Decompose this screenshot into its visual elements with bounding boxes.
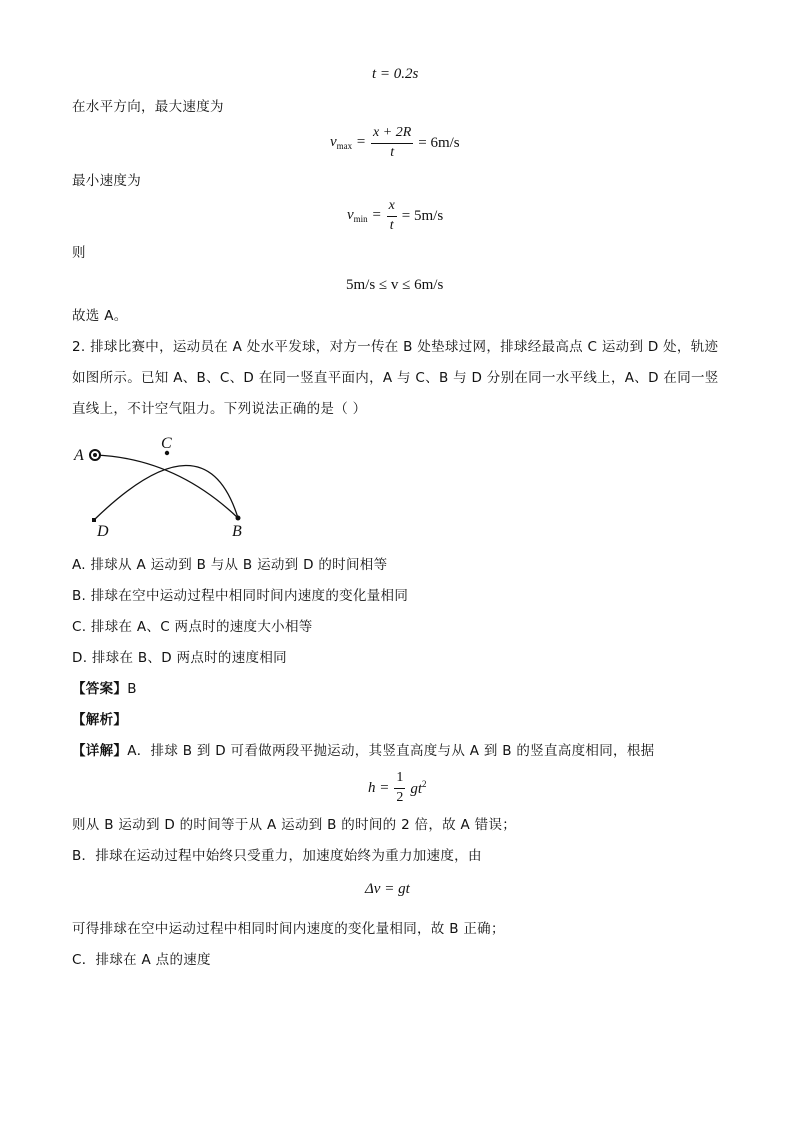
point-d [92,518,96,522]
answer-tag: 【答案】 [72,681,128,697]
option-c: C. 排球在 A、C 两点时的速度大小相等 [72,619,313,635]
label-c: C [161,435,172,452]
option-a: A. 排球从 A 运动到 B 与从 B 运动到 D 的时间相等 [72,557,388,573]
equation-vmin: $v_{min}$ = $\frac{x}{t}$ = 5m/s [347,198,444,233]
equation-range: 5m/s ≤ v ≤ 6m/s [346,277,444,293]
label-b: B [232,523,242,540]
equation-time: t = 0.2s [372,66,419,82]
label-a: A [74,447,84,464]
text-horizontal-max: 在水平方向，最大速度为 [72,99,224,115]
point-b [236,516,241,521]
detail-line-3: B．排球在运动过程中始终只受重力，加速度始终为重力加速度，由 [72,848,482,864]
trajectory-a-to-b [95,455,238,518]
question-line-1: 2. 排球比赛中，运动员在 A 处水平发球，对方一传在 B 处垫球过网，排球经最高点 C 运动到 D 处，轨迹 [72,339,719,355]
equation-vmax: $v_{max}$ = $\frac{x + 2R}{t}$ = 6m/s [330,125,460,160]
answer-value: B [127,681,137,697]
trajectory-b-to-d [94,465,238,520]
equation-dv: Δv = gt [365,881,410,897]
detail-line-5: C．排球在 A 点的速度 [72,952,211,968]
option-b: B. 排球在空中运动过程中相同时间内速度的变化量相同 [72,588,409,604]
detail-tag: 【详解】 [72,743,128,759]
trajectory-figure [70,432,270,542]
question-line-3: 直线上，不计空气阻力。下列说法正确的是（ ） [72,401,367,417]
answer-line [72,683,137,697]
label-d: D [97,523,109,540]
option-d: D. 排球在 B、D 两点时的速度相同 [72,650,287,666]
detail-line-4: 可得排球在空中运动过程中相同时间内速度的变化量相同，故 B 正确； [72,921,505,937]
equation-h: h = $\frac{1}{2}$ $gt^2$ [368,770,427,805]
detail-line-1: 【详解】A．排球 B 到 D 可看做两段平抛运动，其竖直高度与从 A 到 B 的竖直高度相同，根据 [72,743,655,759]
analysis-tag: 【解析】 [72,712,128,728]
question-line-2: 如图所示。已知 A、B、C、D 在同一竖直平面内，A 与 C、B 与 D 分别在同一水平线上，A、D 在同一竖 [72,370,719,386]
detail-line-2: 则从 B 运动到 D 的时间等于从 A 运动到 B 的时间的 2 倍，故 A 错误； [72,817,517,833]
text-choose-a: 故选 A。 [72,308,128,324]
text-then: 则 [72,245,86,261]
text-min-speed: 最小速度为 [72,173,141,189]
